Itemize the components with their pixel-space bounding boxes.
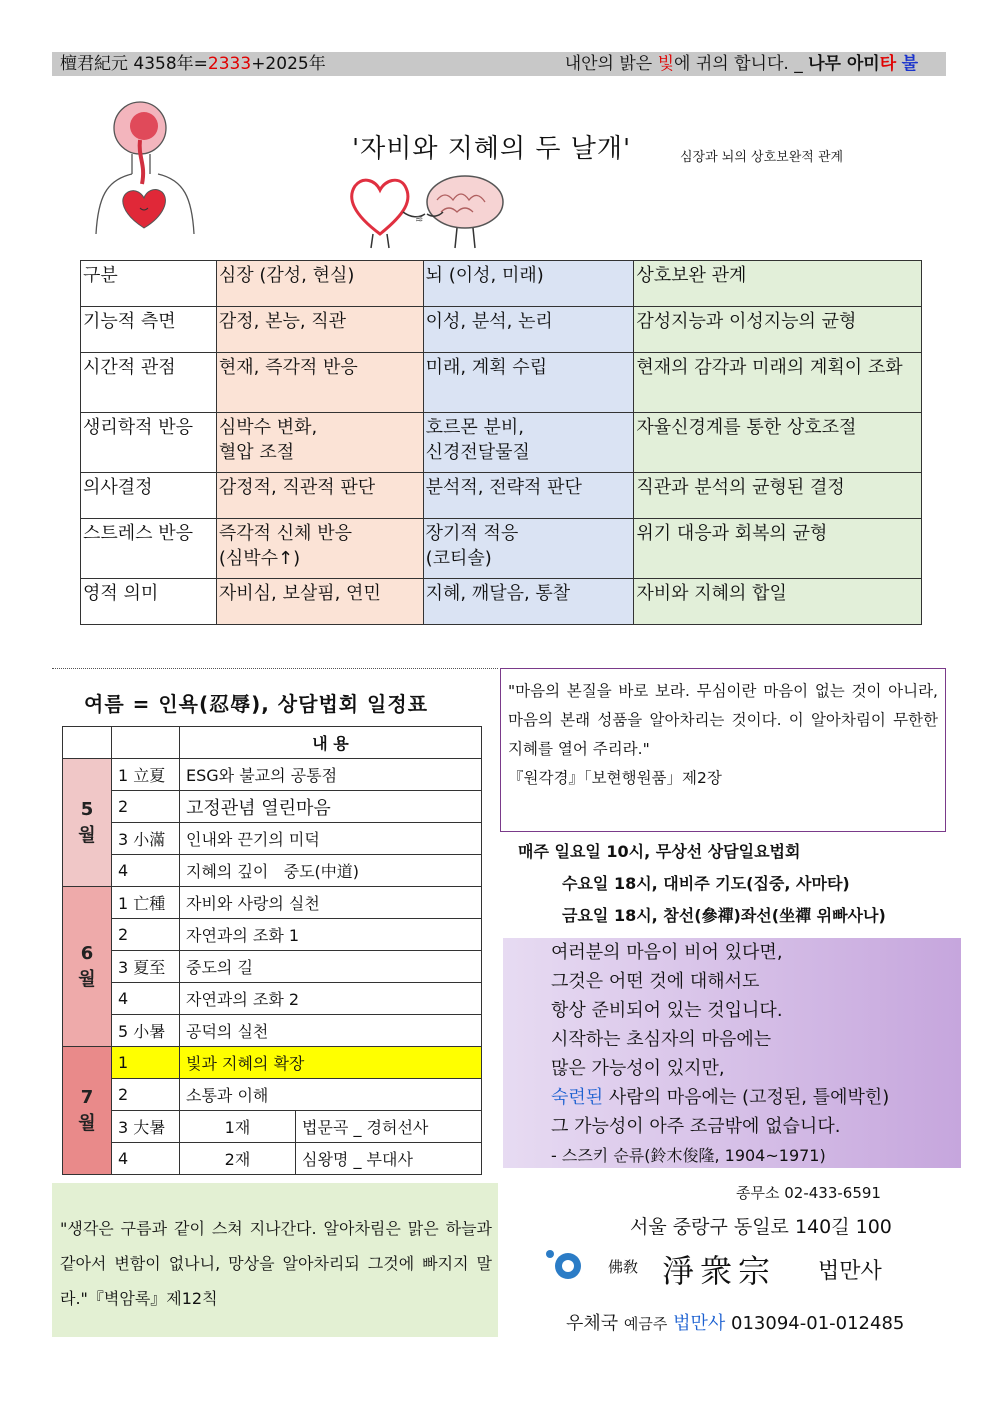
poem-author: - 스즈키 순류(鈴木俊隆, 1904~1971) — [551, 1146, 826, 1165]
schedule-header: 내 용 — [180, 727, 482, 759]
comparison-cell: 자비와 지혜의 합일 — [634, 579, 922, 625]
quote-box-2: "생각은 구름과 같이 스쳐 지나간다. 알아차림은 맑은 하늘과 같아서 변함이 없나니, 망상을 알아차리되 그것에 빠지지 말라."『벽암록』제12칙 — [52, 1183, 498, 1337]
topic: 지혜의 깊이 중도(中道) — [180, 855, 482, 887]
comparison-cell: 호르몬 분비, 신경전달물질 — [423, 413, 634, 473]
week-number: 1 立夏 — [112, 759, 180, 791]
comparison-cell: 감정적, 직관적 판단 — [216, 473, 423, 519]
poem-line: 여러분의 마음이 비어 있다면, — [551, 942, 783, 963]
temple-label-small: 佛敎 — [608, 1258, 639, 1276]
schedule-title: 여름 = 인욕(忍辱), 상담법회 일정표 — [84, 692, 429, 716]
comparison-cell: 장기적 적응 (코티솔) — [423, 519, 634, 579]
comparison-row — [81, 261, 922, 307]
poem-line: 그 가능성이 아주 조금밖에 없습니다. — [551, 1116, 841, 1137]
quote-source: 『원각경』「보현행원품」제2장 — [508, 769, 722, 787]
comparison-cell: 현재의 감각과 미래의 계획이 조화 — [634, 353, 922, 413]
row-label: 기능적 측면 — [81, 307, 217, 353]
header-date: 檀君紀元 4358年=2333+2025年 — [60, 54, 326, 74]
topic: 공덕의 실천 — [180, 1015, 482, 1047]
comparison-row — [81, 579, 922, 625]
row-label: 생리학적 반응 — [81, 413, 217, 473]
topic: 자연과의 조화 2 — [180, 983, 482, 1015]
comparison-cell: 현재, 즉각적 반응 — [216, 353, 423, 413]
session: 2재 — [180, 1143, 296, 1175]
comparison-cell: 이성, 분석, 논리 — [423, 307, 634, 353]
week-number: 3 大暑 — [112, 1111, 180, 1143]
divider — [52, 668, 498, 669]
service-schedule — [518, 836, 886, 932]
address: 서울 중랑구 동일로 140길 100 — [630, 1216, 892, 1238]
poem-line: 많은 가능성이 있지만, — [551, 1058, 725, 1079]
page-title: '자비와 지혜의 두 날개' — [352, 134, 632, 164]
week-number: 3 小滿 — [112, 823, 180, 855]
comparison-cell: 자비심, 보살핌, 연민 — [216, 579, 423, 625]
service-friday: 금요일 18시, 참선(參禪)좌선(坐禪 위빠사나) — [562, 906, 886, 925]
week-number: 4 — [112, 855, 180, 887]
row-label: 시간적 관점 — [81, 353, 217, 413]
comparison-row — [81, 413, 922, 473]
topic: 인내와 끈기의 미덕 — [180, 823, 482, 855]
comparison-cell: 뇌 (이성, 미래) — [423, 261, 634, 307]
week-number: 5 小暑 — [112, 1015, 180, 1047]
topic: 자연과의 조화 1 — [180, 919, 482, 951]
comparison-cell: 위기 대응과 회복의 균형 — [634, 519, 922, 579]
comparison-cell: 자율신경계를 통한 상호조절 — [634, 413, 922, 473]
row-label: 구분 — [81, 261, 217, 307]
poem-line: 숙련된 사람의 마음에는 (고정된, 틀에박힌) — [551, 1087, 890, 1108]
week-number: 1 — [112, 1047, 180, 1079]
temple-logo-icon — [544, 1246, 588, 1282]
topic: 중도의 길 — [180, 951, 482, 983]
comparison-row — [81, 519, 922, 579]
poem-line: 그것은 어떤 것에 대해서도 — [551, 971, 760, 992]
week-number: 2 — [112, 1079, 180, 1111]
month-may: 5 월 — [63, 759, 112, 887]
topic: 소통과 이해 — [180, 1079, 482, 1111]
week-number: 2 — [112, 791, 180, 823]
header-bar — [52, 52, 946, 76]
comparison-row — [81, 473, 922, 519]
comparison-row — [81, 353, 922, 413]
month-july: 7 월 — [63, 1047, 112, 1175]
temple-suffix: 법만사 — [818, 1259, 882, 1284]
week-number: 4 — [112, 983, 180, 1015]
comparison-cell: 심장 (감성, 현실) — [216, 261, 423, 307]
comparison-cell: 감정, 본능, 직관 — [216, 307, 423, 353]
quote-box — [500, 668, 946, 832]
poem-line: 시작하는 초심자의 마음에는 — [551, 1029, 772, 1050]
header-motto: 내안의 밝은 빛에 귀의 합니다. _ 나무 아미타 불 — [564, 54, 918, 74]
week-number: 3 夏至 — [112, 951, 180, 983]
comparison-cell: 감성지능과 이성지능의 균형 — [634, 307, 922, 353]
schedule-table — [62, 726, 482, 1175]
poem-line: 항상 준비되어 있는 것입니다. — [551, 1000, 783, 1021]
topic: ESG와 불교의 공통점 — [180, 759, 482, 791]
topic: 법문곡 _ 경허선사 — [296, 1111, 482, 1143]
row-label: 스트레스 반응 — [81, 519, 217, 579]
topic-highlighted: 빛과 지혜의 확장 — [180, 1047, 482, 1079]
page-subtitle: 심장과 뇌의 상호보완적 관계 — [680, 150, 844, 165]
session: 1재 — [180, 1111, 296, 1143]
comparison-cell: 지혜, 깨달음, 통찰 — [423, 579, 634, 625]
comparison-row — [81, 307, 922, 353]
month-june: 6 월 — [63, 887, 112, 1047]
comparison-cell: 미래, 계획 수립 — [423, 353, 634, 413]
quote-text: "마음의 본질을 바로 보라. 무심이란 마음이 없는 것이 아니라, 마음의 본래 성품을 알아차리는 것이다. 이 알아차림이 무한한 지혜를 열어 주리라." — [508, 682, 938, 758]
schedule-header-blank — [63, 727, 112, 759]
body-heart-icon — [92, 98, 198, 238]
row-label: 의사결정 — [81, 473, 217, 519]
service-wednesday: 수요일 18시, 대비주 기도(집중, 사마타) — [562, 874, 850, 893]
comparison-cell: 상호보완 관계 — [634, 261, 922, 307]
comparison-cell: 즉각적 신체 반응 (심박수↑) — [216, 519, 423, 579]
schedule-header-blank — [112, 727, 180, 759]
svg-text:≋: ≋ — [415, 214, 424, 225]
topic: 고정관념 열린마음 — [180, 791, 482, 823]
comparison-cell: 분석적, 전략적 판단 — [423, 473, 634, 519]
service-sunday: 매주 일요일 10시, 무상선 상담일요법회 — [518, 842, 801, 861]
comparison-cell: 심박수 변화, 혈압 조절 — [216, 413, 423, 473]
topic: 자비와 사랑의 실천 — [180, 887, 482, 919]
bank-account: 우체국 예금주 법만사 013094-01-012485 — [566, 1313, 905, 1334]
comparison-table — [80, 260, 922, 625]
week-number: 1 亡種 — [112, 887, 180, 919]
week-number: 4 — [112, 1143, 180, 1175]
week-number: 2 — [112, 919, 180, 951]
poem-box — [503, 938, 961, 1168]
row-label: 영적 의미 — [81, 579, 217, 625]
comparison-cell: 직관과 분석의 균형된 결정 — [634, 473, 922, 519]
temple-name: 淨衆宗 — [662, 1252, 777, 1290]
office-phone: 종무소 02-433-6591 — [736, 1184, 881, 1202]
topic: 심왕명 _ 부대사 — [296, 1143, 482, 1175]
heart-brain-icon — [345, 170, 515, 250]
